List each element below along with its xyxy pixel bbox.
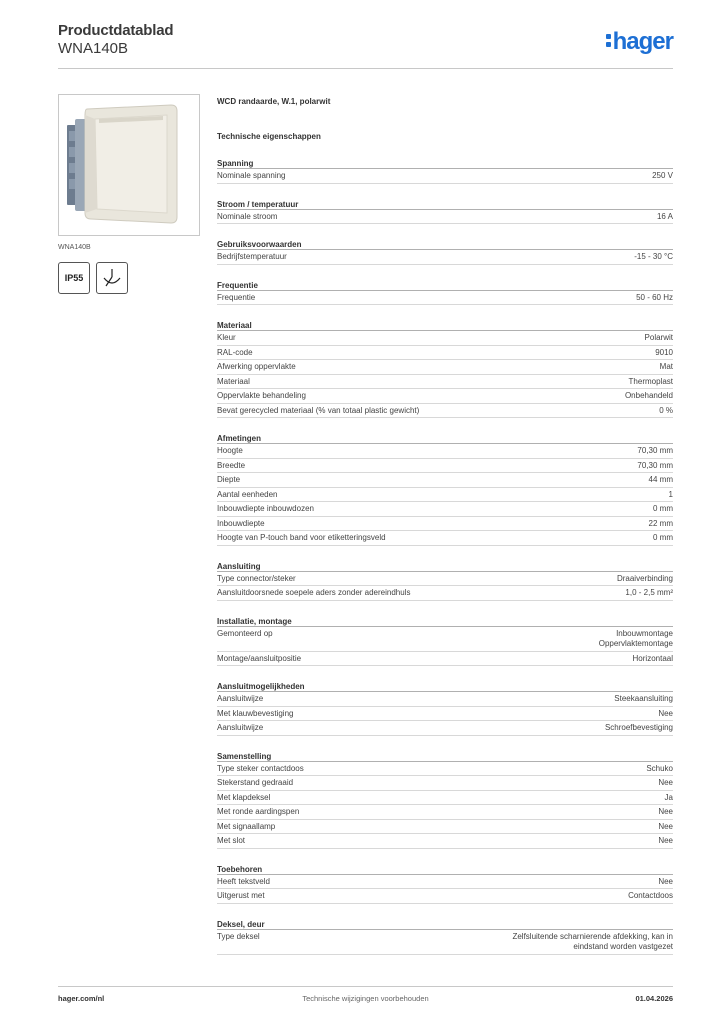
spec-value: Draaiverbinding (616, 573, 673, 583)
spec-value: 1,0 - 2,5 mm² (625, 588, 673, 597)
spec-label: Heeft tekstveld (217, 876, 270, 886)
spec-row (217, 875, 673, 890)
spec-value: Zelfsluitende scharnierende afdekking, kan in eindstand worden vastgezet (512, 931, 673, 951)
spec-row (217, 627, 673, 652)
product-code: WNA140B (58, 40, 129, 57)
spec-groups (217, 158, 673, 955)
spec-row (217, 473, 673, 488)
spec-group-title: Toebehoren (217, 864, 673, 875)
spec-label: Type connector/steker (217, 573, 296, 583)
spec-label: Stekerstand gedraaid (217, 778, 294, 787)
spec-row (217, 572, 673, 587)
spec-row (217, 707, 673, 722)
spec-value: Thermoplast (628, 376, 673, 386)
spec-value: 22 mm (648, 518, 673, 528)
spec-value: Nee (658, 821, 673, 831)
spec-row (217, 169, 673, 184)
spec-label: RAL-code (217, 347, 253, 357)
spec-group-title: Spanning (217, 158, 673, 169)
spec-group (217, 239, 673, 265)
spec-row (217, 721, 673, 736)
spec-value: Polarwit (644, 333, 673, 342)
spec-value: Horizontaal (632, 653, 673, 663)
footer-date: 01.04.2026 (635, 994, 673, 1003)
spec-value: Steekaansluiting (614, 694, 673, 703)
spec-row (217, 502, 673, 517)
spec-label: Oppervlakte behandeling (217, 391, 306, 400)
ip-rating-badge: IP55 (58, 262, 90, 294)
spec-group (217, 751, 673, 849)
header-divider (58, 68, 673, 69)
product-image (58, 94, 200, 236)
spec-row (217, 210, 673, 225)
spec-label: Met signaallamp (217, 821, 276, 831)
footer-divider (58, 986, 673, 987)
spec-label: Type steker contactdoos (217, 763, 304, 773)
spec-label: Bedrijfstemperatuur (217, 252, 287, 261)
spec-value: 0 mm (653, 533, 673, 542)
spec-label: Inbouwdiepte inbouwdozen (217, 504, 314, 513)
spec-value: 70,30 mm (637, 446, 673, 455)
spec-label: Aansluitwijze (217, 723, 264, 732)
spec-group (217, 561, 673, 601)
spec-group (217, 199, 673, 225)
footer-website-link[interactable]: hager.com/nl (58, 994, 105, 1003)
spec-value: 9010 (655, 347, 673, 357)
spec-row (217, 776, 673, 791)
spec-label: Gemonteerd op (217, 628, 273, 638)
spec-group-title: Gebruiksvoorwaarden (217, 239, 673, 250)
spec-value: Mat (659, 362, 673, 371)
spec-value: Nee (658, 708, 673, 718)
spec-value: Nee (658, 876, 673, 886)
spec-value: 16 A (656, 211, 673, 221)
spec-row (217, 889, 673, 904)
spec-value: Nee (658, 836, 673, 845)
spec-group-title: Deksel, deur (217, 919, 673, 930)
spec-value: -15 - 30 °C (634, 252, 673, 261)
spec-value: 0 mm (653, 504, 673, 513)
spec-label: Type deksel (217, 931, 260, 941)
spec-value: 50 - 60 Hz (636, 292, 673, 302)
spec-label: Met klauwbevestiging (217, 708, 294, 718)
spec-value: 0 % (659, 405, 673, 415)
hager-logo[interactable] (606, 28, 673, 56)
spec-label: Breedte (217, 460, 246, 470)
spec-label: Aantal eenheden (217, 489, 278, 499)
spec-row (217, 762, 673, 777)
spec-row (217, 404, 673, 419)
spec-value: Nee (658, 807, 673, 816)
spec-label: Met slot (217, 836, 246, 845)
spec-label: Materiaal (217, 376, 250, 386)
spec-label: Bevat gerecycled materiaal (% van totaal plastic gewicht) (217, 405, 420, 415)
spec-group-title: Stroom / temperatuur (217, 199, 673, 210)
spec-row (217, 531, 673, 546)
section-title: Technische eigenschappen (217, 132, 321, 141)
spec-value: Ja (664, 792, 673, 802)
spec-value: Onbehandeld (624, 391, 673, 400)
spec-label: Nominale spanning (217, 171, 286, 180)
spec-value: Schroefbevestiging (604, 723, 673, 732)
socket-symbol-icon (100, 266, 124, 290)
spec-row (217, 791, 673, 806)
product-description: WCD randaarde, W.1, polarwit (217, 97, 331, 106)
spec-label: Diepte (217, 475, 241, 484)
spec-label: Inbouwdiepte (217, 518, 265, 528)
spec-label: Nominale stroom (217, 211, 278, 221)
spec-group (217, 158, 673, 184)
spec-label: Kleur (217, 333, 236, 342)
spec-row (217, 375, 673, 390)
spec-label: Hoogte van P-touch band voor etiketteringsveld (217, 533, 386, 542)
spec-group (217, 616, 673, 667)
spec-group (217, 681, 673, 736)
spec-label: Afwerking oppervlakte (217, 362, 296, 371)
spec-label: Frequentie (217, 292, 256, 302)
spec-group-title: Afmetingen (217, 433, 673, 444)
spec-group (217, 433, 673, 546)
socket-symbol-badge (96, 262, 128, 294)
spec-row (217, 930, 673, 955)
spec-label: Hoogte (217, 446, 243, 455)
footer-disclaimer: Technische wijzigingen voorbehouden (302, 994, 429, 1003)
spec-group-title: Materiaal (217, 320, 673, 331)
spec-row (217, 652, 673, 667)
spec-group-title: Aansluitmogelijkheden (217, 681, 673, 692)
spec-value: Schuko (646, 763, 673, 773)
spec-value: Contactdoos (628, 891, 673, 900)
page-header (58, 22, 673, 70)
image-caption: WNA140B (58, 244, 91, 251)
spec-row (217, 346, 673, 361)
spec-label: Aansluitdoorsnede soepele aders zonder adereindhuls (217, 588, 411, 597)
spec-value: 1 (668, 489, 673, 499)
spec-value: Nee (658, 778, 673, 787)
spec-row (217, 488, 673, 503)
spec-row (217, 586, 673, 601)
spec-row (217, 360, 673, 375)
spec-group (217, 919, 673, 955)
spec-label: Montage/aansluitpositie (217, 653, 302, 663)
spec-row (217, 805, 673, 820)
spec-group (217, 320, 673, 418)
spec-content (217, 96, 673, 955)
spec-group-title: Frequentie (217, 280, 673, 291)
spec-label: Met klapdeksel (217, 792, 271, 802)
spec-value: 44 mm (648, 475, 673, 484)
spec-group (217, 280, 673, 306)
document-title: Productdatablad (58, 22, 174, 39)
spec-group-title: Aansluiting (217, 561, 673, 572)
spec-label: Met ronde aardingspen (217, 807, 300, 816)
spec-row (217, 331, 673, 346)
logo-dots-icon (606, 31, 611, 47)
spec-group-title: Samenstelling (217, 751, 673, 762)
spec-row (217, 389, 673, 404)
spec-group-title: Installatie, montage (217, 616, 673, 627)
spec-value: 250 V (652, 171, 673, 180)
spec-row (217, 291, 673, 306)
spec-value: 70,30 mm (637, 460, 673, 470)
spec-row (217, 444, 673, 459)
spec-group (217, 864, 673, 904)
socket-outlet-image (59, 95, 199, 235)
spec-row (217, 250, 673, 265)
spec-row (217, 692, 673, 707)
spec-row (217, 820, 673, 835)
spec-value: Inbouwmontage Oppervlaktemontage (598, 628, 673, 648)
spec-row (217, 517, 673, 532)
spec-row (217, 834, 673, 849)
logo-text: hager (612, 28, 673, 55)
spec-label: Aansluitwijze (217, 694, 264, 703)
spec-label: Uitgerust met (217, 891, 265, 900)
spec-row (217, 459, 673, 474)
